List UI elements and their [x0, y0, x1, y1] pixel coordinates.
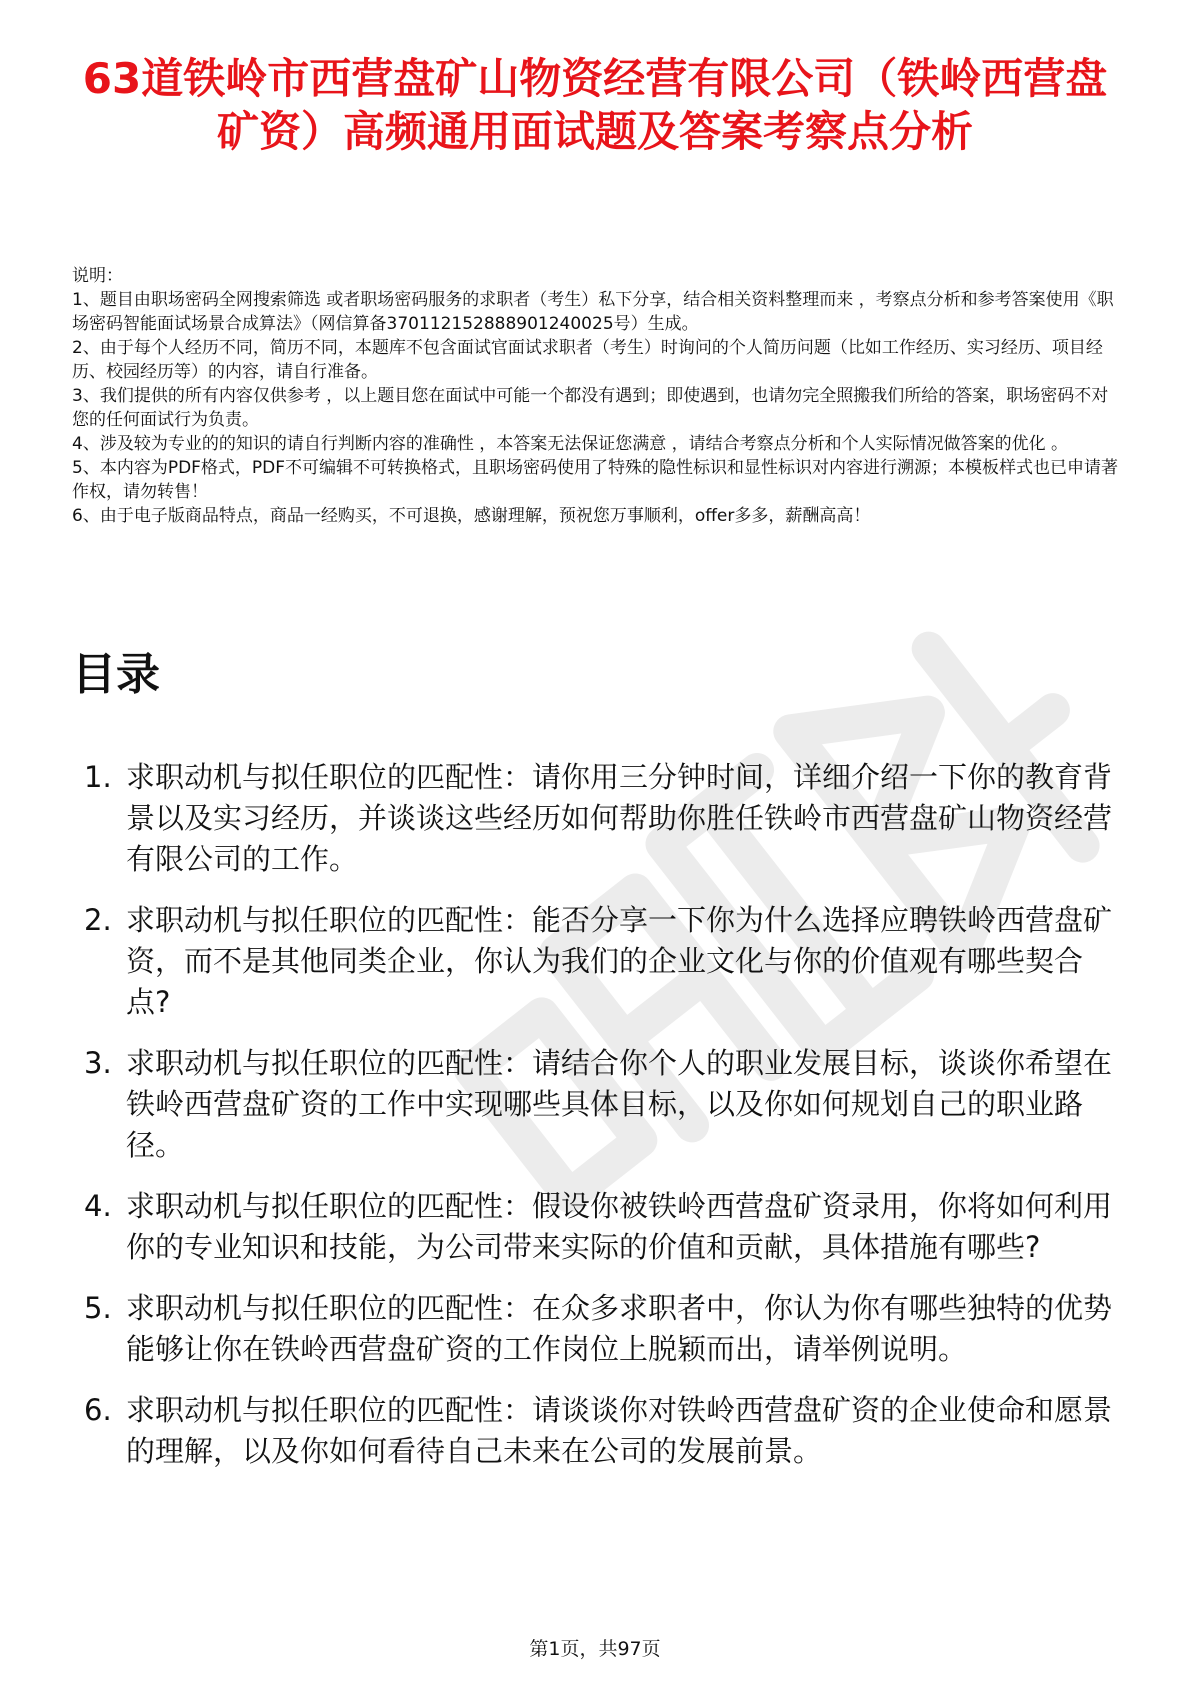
toc-item-number: 3.	[84, 1046, 112, 1080]
toc-list	[72, 757, 1117, 1492]
notes-heading: 说明：	[72, 266, 123, 286]
notes-item: 3、我们提供的所有内容仅供参考 ，以上题目您在面试中可能一个都没有遇到；即使遇到，也请勿完全照搬我们所给的答案，职场密码不对您的任何面试行为负责。	[72, 386, 1109, 430]
page-number: 第1页，共97页	[529, 1638, 661, 1660]
toc-heading: 目录	[72, 649, 160, 700]
toc-item-text: 求职动机与拟任职位的匹配性：能否分享一下你为什么选择应聘铁岭西营盘矿资，而不是其他同类企业，你认为我们的企业文化与你的价值观有哪些契合点?	[126, 903, 1113, 1019]
notes-item: 2、由于每个人经历不同，简历不同，本题库不包含面试官面试求职者（考生）时询问的个人简历问题（比如工作经历、实习经历、项目经历、校园经历等）的内容，请自行准备。	[72, 338, 1103, 382]
notes-section	[72, 264, 1122, 528]
toc-item-text: 求职动机与拟任职位的匹配性：请谈谈你对铁岭西营盘矿资的企业使命和愿景的理解，以及你如何看待自己未来在公司的发展前景。	[126, 1393, 1113, 1468]
toc-item[interactable]	[72, 1390, 1117, 1472]
toc-item-number: 5.	[84, 1291, 112, 1325]
notes-item: 5、本内容为PDF格式，PDF不可编辑不可转换格式，且职场密码使用了特殊的隐性标识和显性标识对内容进行溯源；本模板样式也已申请著作权，请勿转售！	[72, 458, 1119, 502]
notes-item: 6、由于电子版商品特点，商品一经购买，不可退换，感谢理解，预祝您万事顺利，offer多多，薪酬高高！	[72, 506, 871, 526]
document-title: 63道铁岭市西营盘矿山物资经营有限公司（铁岭西营盘矿资）高频通用面试题及答案考察点分析	[82, 54, 1108, 156]
toc-item-text: 求职动机与拟任职位的匹配性：请结合你个人的职业发展目标，谈谈你希望在铁岭西营盘矿资的工作中实现哪些具体目标，以及你如何规划自己的职业路径。	[126, 1046, 1113, 1162]
toc-item-text: 求职动机与拟任职位的匹配性：假设你被铁岭西营盘矿资录用，你将如何利用你的专业知识和技能，为公司带来实际的价值和贡献，具体措施有哪些?	[126, 1189, 1113, 1264]
notes-item: 4、涉及较为专业的的知识的请自行判断内容的准确性 ，本答案无法保证您满意 ，请结合考察点分析和个人实际情况做答案的优化 。	[72, 434, 1069, 454]
toc-item-number: 6.	[84, 1393, 112, 1427]
toc-item-number: 1.	[84, 760, 112, 794]
toc-item-text: 求职动机与拟任职位的匹配性：请你用三分钟时间，详细介绍一下你的教育背景以及实习经历，并谈谈这些经历如何帮助你胜任铁岭市西营盘矿山物资经营有限公司的工作。	[126, 760, 1113, 876]
toc-item[interactable]	[72, 1043, 1117, 1166]
toc-item[interactable]	[72, 1186, 1117, 1268]
toc-item-number: 4.	[84, 1189, 112, 1223]
toc-item[interactable]	[72, 757, 1117, 880]
toc-item[interactable]	[72, 900, 1117, 1023]
toc-item-number: 2.	[84, 903, 112, 937]
toc-item[interactable]	[72, 1288, 1117, 1370]
notes-item: 1、题目由职场密码全网搜索筛选 或者职场密码服务的求职者（考生）私下分享，结合相关资料整理而来 ，考察点分析和参考答案使用《职场密码智能面试场景合成算法》（网信算备370112152888901240025号）生成。	[72, 290, 1114, 334]
toc-item-text: 求职动机与拟任职位的匹配性：在众多求职者中，你认为你有哪些独特的优势能够让你在铁岭西营盘矿资的工作岗位上脱颖而出，请举例说明。	[126, 1291, 1113, 1366]
